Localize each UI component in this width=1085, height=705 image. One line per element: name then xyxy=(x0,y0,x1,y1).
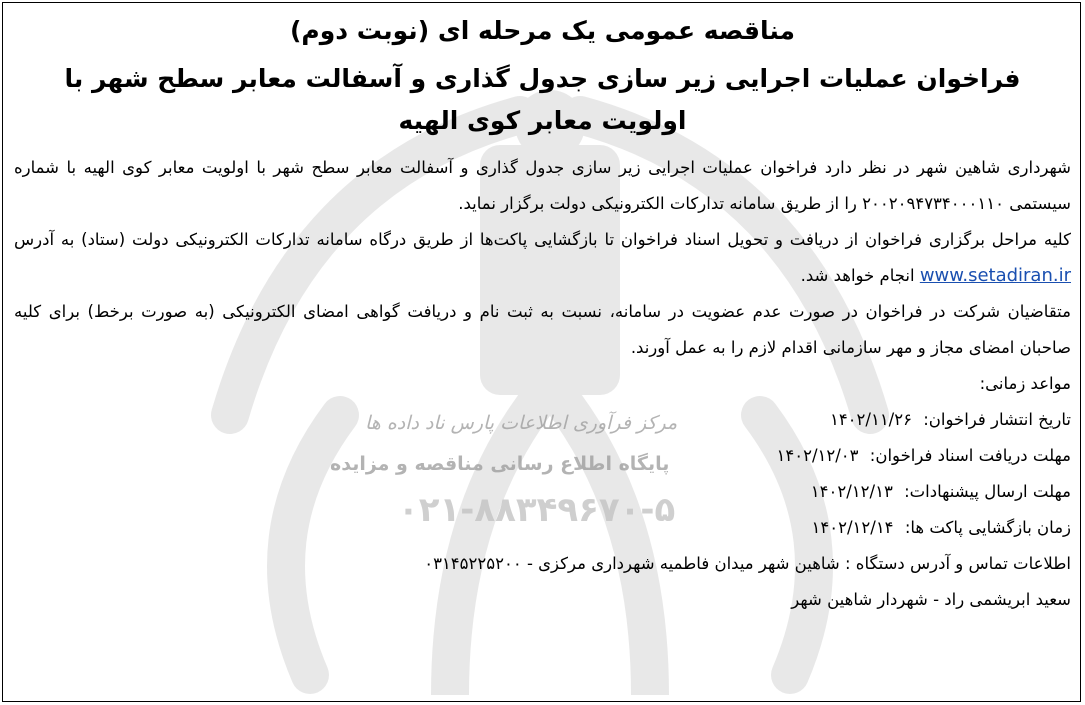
schedule-heading: مواعد زمانی: xyxy=(979,374,1071,393)
schedule-submit xyxy=(14,474,1071,510)
schedule-receive-label: مهلت دریافت اسناد فراخوان: xyxy=(869,446,1071,465)
schedule-publish-date: ۱۴۰۲/۱۱/۲۶ xyxy=(829,410,912,429)
schedule-publish xyxy=(14,402,1071,438)
schedule-opening-date: ۱۴۰۲/۱۲/۱۴ xyxy=(811,518,894,537)
setadiran-link[interactable]: www.setadiran.ir xyxy=(919,265,1071,286)
paragraph-applicants: متقاضیان شرکت در فراخوان در صورت عدم عضویت در سامانه، نسبت به ثبت نام و دریافت گواهی امضای الکترونیکی (به صورت برخط) برای کلیه صاحبان امضای مجاز و مهر سازمانی اقدام لازم را به عمل آورند. xyxy=(14,302,1071,357)
schedule-receive xyxy=(14,438,1071,474)
paragraph-procedure-end: انجام خواهد شد. xyxy=(800,266,915,285)
document-content xyxy=(14,12,1071,618)
signature: سعید ابریشمی راد - شهردار شاهین شهر xyxy=(791,590,1071,609)
schedule-submit-label: مهلت ارسال پیشنهادات: xyxy=(904,482,1071,501)
watermark-phone: ۰۲۱-۸۸۳۴۹۶۷۰-۵ xyxy=(398,490,676,530)
paragraph-procedure xyxy=(14,222,1071,294)
schedule-opening-label: زمان بازگشایی پاکت ها: xyxy=(904,518,1071,537)
watermark-line2: پایگاه اطلاع رسانی مناقصه و مزایده xyxy=(330,453,670,475)
schedule-receive-date: ۱۴۰۲/۱۲/۰۳ xyxy=(776,446,859,465)
paragraph-procedure-text: کلیه مراحل برگزاری فراخوان از دریافت و تحویل اسناد فراخوان تا بازگشایی پاکت‌ها از طریق درگاه سامانه تدارکات الکترونیکی دولت (ستاد) به آدرس xyxy=(14,230,1071,249)
schedule-publish-label: تاریخ انتشار فراخوان: xyxy=(923,410,1071,429)
contact-info: اطلاعات تماس و آدرس دستگاه : شاهین شهر میدان فاطمیه شهرداری مرکزی - ۰۳۱۴۵۲۲۵۲۰۰ xyxy=(424,554,1071,573)
page-title: مناقصه عمومی یک مرحله ای (نوبت دوم) xyxy=(289,16,796,45)
watermark-line1: مرکز فرآوری اطلاعات پارس ناد داده ها xyxy=(365,412,678,434)
page-subtitle: فراخوان عملیات اجرایی زیر سازی جدول گذاری و آسفالت معابر سطح شهر با اولویت معابر کوی الهیه xyxy=(64,64,1021,135)
paragraph-intro: شهرداری شاهین شهر در نظر دارد فراخوان عملیات اجرایی زیر سازی جدول گذاری و آسفالت معابر سطح شهر با اولویت معابر کوی الهیه با شماره سیستمی ۲۰۰۲۰۹۴۷۳۴۰۰۰۱۱۰ را از طریق سامانه تدارکات الکترونیکی دولت برگزار نماید. xyxy=(14,158,1071,213)
schedule-submit-date: ۱۴۰۲/۱۲/۱۳ xyxy=(810,482,893,501)
schedule-opening xyxy=(14,510,1071,546)
